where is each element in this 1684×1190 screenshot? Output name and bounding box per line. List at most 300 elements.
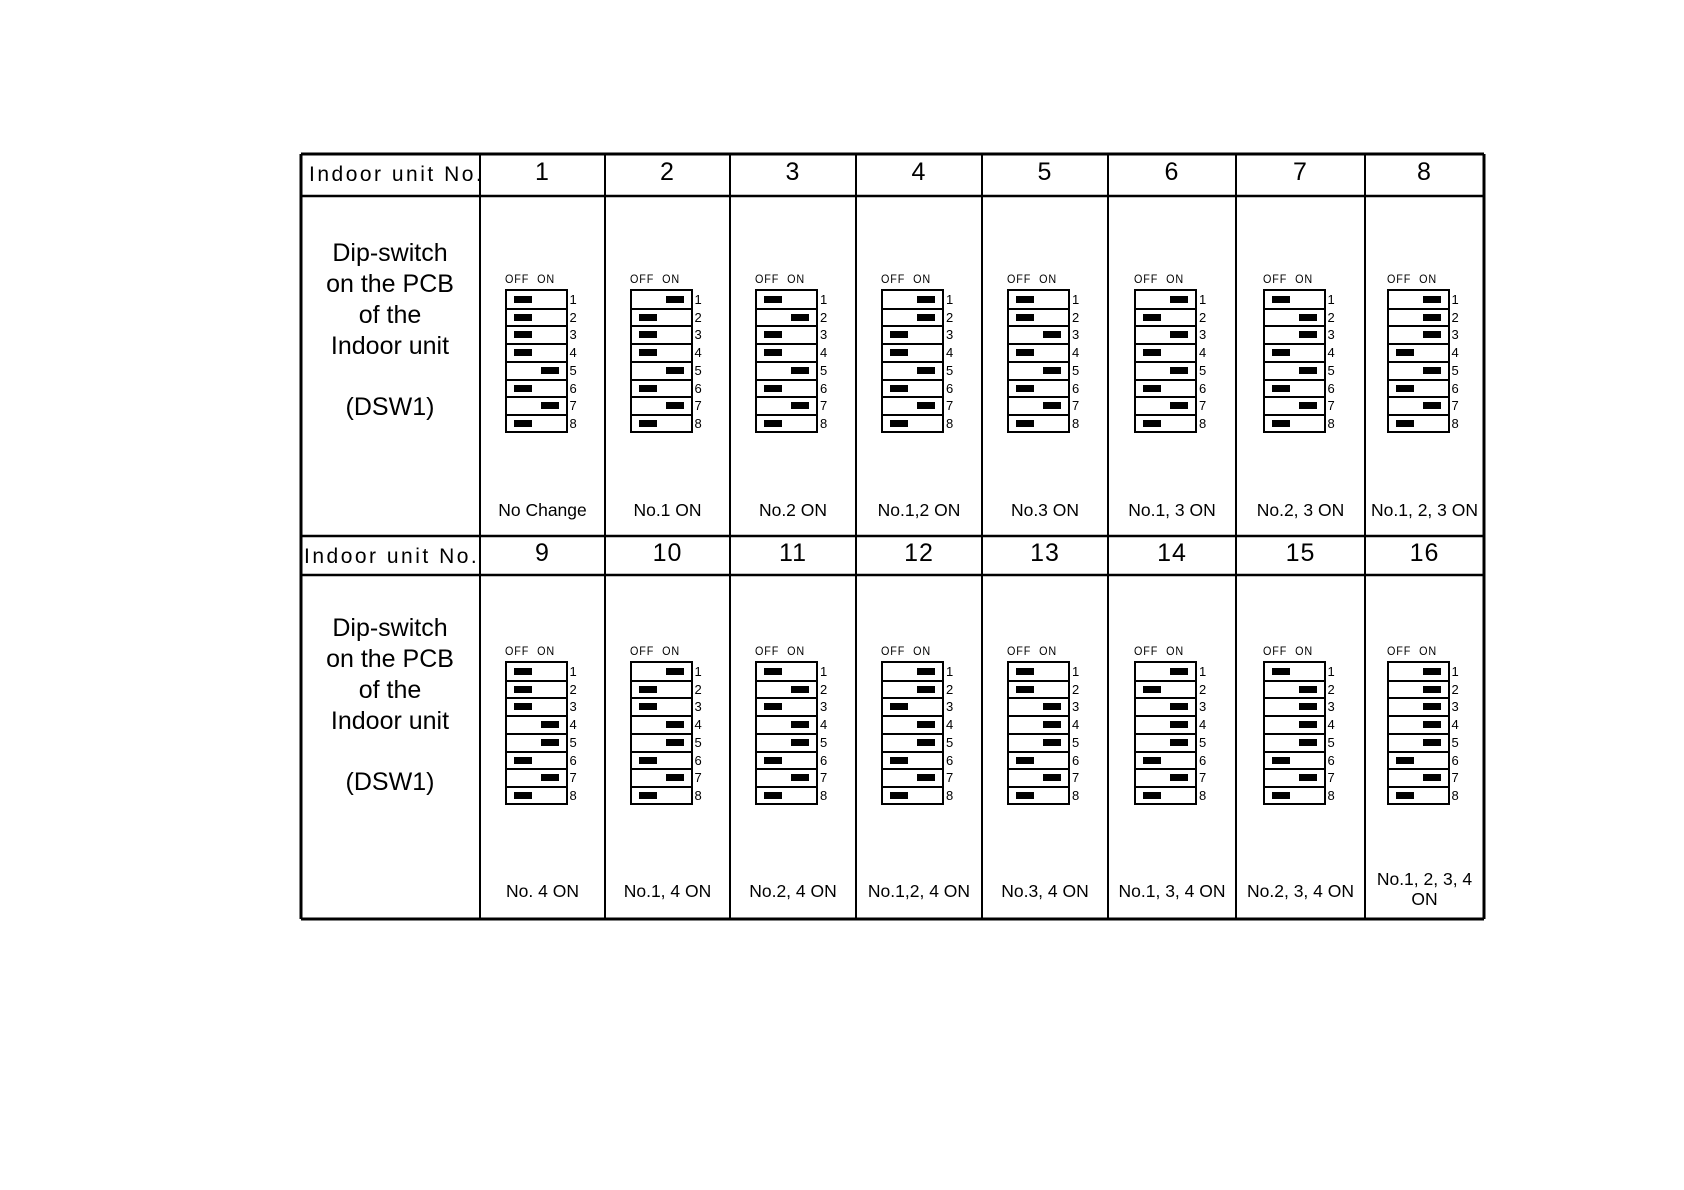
- switch-number: 5: [1199, 362, 1207, 378]
- switch-number: 4: [946, 717, 954, 733]
- switch-slot: [1009, 397, 1068, 415]
- switch-slot: [1389, 769, 1448, 787]
- switch-knob-off: [1016, 757, 1034, 764]
- switch-slot: [507, 769, 566, 787]
- switch-number: 8: [569, 787, 577, 803]
- switch-number: 2: [1199, 309, 1207, 325]
- switch-slot: [1136, 681, 1195, 699]
- switch-slot: [1389, 344, 1448, 362]
- switch-number: 1: [569, 292, 577, 307]
- switch-number: 2: [946, 681, 954, 697]
- switch-number: 7: [694, 770, 702, 786]
- switch-slot: [1136, 663, 1195, 681]
- switch-slot: [883, 716, 942, 734]
- switch-number: 6: [1451, 752, 1459, 768]
- switch-slot: [1136, 734, 1195, 752]
- switch-slot: [1265, 681, 1324, 699]
- switch-slot: [1136, 362, 1195, 380]
- switch-number: 6: [946, 380, 954, 396]
- switch-slot: [1389, 787, 1448, 805]
- switch-knob-on: [791, 367, 809, 374]
- switch-number: 3: [1451, 699, 1459, 715]
- switch-knob-on: [917, 296, 935, 303]
- switch-number: 7: [820, 398, 828, 414]
- switch-slot: [757, 291, 816, 309]
- switch-slot: [883, 734, 942, 752]
- switch-knob-on: [1170, 367, 1188, 374]
- switch-knob-off: [890, 420, 908, 427]
- switch-slot: [1136, 397, 1195, 415]
- switch-number: 7: [1199, 398, 1207, 414]
- switch-knob-off: [764, 792, 782, 799]
- switch-knob-on: [1423, 296, 1441, 303]
- switch-number: 3: [946, 327, 954, 343]
- switch-knob-on: [1423, 703, 1441, 710]
- off-on-label: OFF ON: [629, 272, 680, 286]
- switch-slot: [507, 681, 566, 699]
- switch-knob-on: [1423, 739, 1441, 746]
- switch-knob-off: [890, 331, 908, 338]
- switch-number: 8: [569, 415, 577, 431]
- switch-knob-on: [1299, 721, 1317, 728]
- switch-number: 7: [1451, 770, 1459, 786]
- switch-slot: [632, 362, 691, 380]
- switch-slot: [1265, 397, 1324, 415]
- switch-knob-on: [541, 367, 559, 374]
- switch-knob-off: [514, 331, 532, 338]
- unit-number: 1: [535, 158, 550, 186]
- switch-slot: [757, 752, 816, 770]
- switch-slot: [1389, 326, 1448, 344]
- switch-slot: [632, 752, 691, 770]
- off-on-label: OFF ON: [755, 644, 806, 658]
- dip-switch: [630, 272, 720, 440]
- switch-number: 1: [1327, 292, 1335, 307]
- switch-number: 2: [694, 309, 702, 325]
- switch-knob-off: [764, 757, 782, 764]
- unit-caption: No.3, 4 ON: [1001, 881, 1089, 901]
- switch-number: 5: [694, 734, 702, 750]
- switch-number: 6: [694, 380, 702, 396]
- unit-caption: No. 4 ON: [506, 881, 579, 901]
- switch-knob-on: [791, 721, 809, 728]
- switch-slot: [1136, 291, 1195, 309]
- switch-knob-off: [514, 703, 532, 710]
- switch-slot: [1009, 362, 1068, 380]
- switch-knob-on: [1299, 703, 1317, 710]
- switch-knob-off: [1016, 296, 1034, 303]
- switch-number: 3: [1327, 699, 1335, 715]
- switch-number: 1: [1072, 292, 1080, 307]
- switch-slot: [1265, 752, 1324, 770]
- switch-slot: [632, 681, 691, 699]
- switch-slot: [1009, 380, 1068, 398]
- switch-number: 8: [694, 787, 702, 803]
- switch-number: 5: [946, 362, 954, 378]
- switch-knob-on: [1043, 774, 1061, 781]
- switch-slot: [507, 291, 566, 309]
- switch-slot: [1009, 698, 1068, 716]
- switch-slot: [1136, 787, 1195, 805]
- switch-knob-on: [917, 314, 935, 321]
- switch-knob-on: [791, 774, 809, 781]
- switch-knob-off: [514, 296, 532, 303]
- switch-slot: [507, 787, 566, 805]
- switch-slot: [507, 415, 566, 433]
- switch-knob-on: [541, 402, 559, 409]
- switch-knob-off: [514, 792, 532, 799]
- switch-slot: [632, 415, 691, 433]
- off-on-label: OFF ON: [1007, 644, 1058, 658]
- switch-knob-on: [1170, 721, 1188, 728]
- switch-knob-off: [1143, 314, 1161, 321]
- dip-switch: [1263, 272, 1353, 440]
- dip-switch: [755, 644, 845, 812]
- switch-slot: [1389, 362, 1448, 380]
- switch-slot: [883, 681, 942, 699]
- switch-knob-on: [917, 668, 935, 675]
- switch-knob-off: [1143, 757, 1161, 764]
- row-title-line: (DSW1): [345, 768, 435, 796]
- row-title-line: Indoor unit: [330, 707, 450, 735]
- switch-number: 5: [946, 734, 954, 750]
- switch-slot: [1265, 663, 1324, 681]
- switch-slot: [1136, 716, 1195, 734]
- switch-slot: [1009, 326, 1068, 344]
- switch-slot: [757, 362, 816, 380]
- switch-number: 7: [1327, 398, 1335, 414]
- switch-slot: [507, 698, 566, 716]
- switch-housing: [755, 289, 818, 433]
- switch-housing: [881, 289, 944, 433]
- switch-knob-off: [639, 349, 657, 356]
- switch-slot: [507, 326, 566, 344]
- switch-slot: [1136, 309, 1195, 327]
- switch-knob-off: [639, 314, 657, 321]
- switch-number: 6: [1199, 752, 1207, 768]
- switch-knob-off: [514, 668, 532, 675]
- switch-housing: [1263, 661, 1326, 805]
- switch-knob-off: [1016, 385, 1034, 392]
- switch-slot: [883, 309, 942, 327]
- switch-slot: [1389, 752, 1448, 770]
- unit-caption: No.1, 3 ON: [1128, 500, 1216, 520]
- switch-knob-off: [639, 757, 657, 764]
- switch-knob-off: [1016, 349, 1034, 356]
- switch-slot: [1009, 681, 1068, 699]
- switch-slot: [1389, 716, 1448, 734]
- switch-housing: [755, 661, 818, 805]
- switch-knob-off: [1272, 349, 1290, 356]
- switch-slot: [757, 787, 816, 805]
- off-on-label: OFF ON: [881, 272, 932, 286]
- switch-number: 6: [1072, 752, 1080, 768]
- switch-slot: [883, 291, 942, 309]
- switch-knob-on: [1299, 686, 1317, 693]
- switch-number: 1: [569, 664, 577, 679]
- switch-number: 7: [1199, 770, 1207, 786]
- header-label-top: Indoor unit No.: [309, 163, 485, 186]
- switch-number: 5: [1327, 362, 1335, 378]
- switch-slot: [632, 291, 691, 309]
- dip-switch: [881, 644, 971, 812]
- switch-number: 3: [820, 327, 828, 343]
- switch-number: 3: [946, 699, 954, 715]
- switch-knob-off: [1016, 668, 1034, 675]
- switch-slot: [1136, 752, 1195, 770]
- switch-knob-on: [917, 739, 935, 746]
- switch-knob-off: [1143, 349, 1161, 356]
- row-title-line: on the PCB: [326, 645, 454, 673]
- unit-caption: No.1 ON: [633, 500, 702, 520]
- switch-knob-on: [1423, 774, 1441, 781]
- switch-number: 4: [694, 717, 702, 733]
- switch-knob-on: [541, 739, 559, 746]
- switch-slot: [883, 344, 942, 362]
- switch-knob-on: [1423, 367, 1441, 374]
- switch-slot: [1136, 380, 1195, 398]
- switch-number: 4: [1199, 345, 1207, 361]
- unit-number: 9: [535, 539, 550, 567]
- switch-housing: [1007, 289, 1070, 433]
- switch-number: 2: [1327, 681, 1335, 697]
- switch-slot: [1265, 716, 1324, 734]
- unit-number: 2: [660, 158, 675, 186]
- switch-knob-off: [1143, 420, 1161, 427]
- switch-knob-on: [1423, 721, 1441, 728]
- switch-number: 1: [1072, 664, 1080, 679]
- switch-number: 4: [1327, 345, 1335, 361]
- switch-number: 3: [694, 699, 702, 715]
- switch-number: 7: [1072, 770, 1080, 786]
- switch-knob-off: [639, 703, 657, 710]
- unit-number: 3: [785, 158, 801, 186]
- switch-knob-on: [541, 721, 559, 728]
- switch-slot: [1265, 326, 1324, 344]
- off-on-label: OFF ON: [629, 644, 680, 658]
- switch-slot: [1265, 380, 1324, 398]
- switch-number: 6: [569, 380, 577, 396]
- switch-knob-on: [666, 367, 684, 374]
- off-on-label: OFF ON: [1134, 644, 1185, 658]
- switch-slot: [757, 663, 816, 681]
- switch-slot: [757, 326, 816, 344]
- dip-switch: [1387, 644, 1477, 812]
- switch-number: 3: [569, 699, 577, 715]
- switch-knob-off: [764, 420, 782, 427]
- switch-knob-on: [1043, 367, 1061, 374]
- switch-slot: [757, 681, 816, 699]
- switch-number: 1: [946, 292, 954, 307]
- switch-knob-on: [1170, 703, 1188, 710]
- switch-number: 5: [1072, 734, 1080, 750]
- switch-number: 3: [1199, 699, 1207, 715]
- switch-number: 7: [569, 770, 577, 786]
- off-on-label: OFF ON: [504, 272, 555, 286]
- switch-number: 1: [946, 664, 954, 679]
- switch-slot: [507, 380, 566, 398]
- switch-slot: [1009, 752, 1068, 770]
- switch-knob-on: [1170, 774, 1188, 781]
- switch-knob-on: [1299, 331, 1317, 338]
- switch-slot: [507, 362, 566, 380]
- switch-number: 5: [1072, 362, 1080, 378]
- switch-knob-on: [1043, 331, 1061, 338]
- row-title-line: on the PCB: [326, 270, 454, 298]
- switch-knob-off: [1396, 757, 1414, 764]
- switch-number: 5: [1451, 734, 1459, 750]
- switch-slot: [632, 326, 691, 344]
- switch-number: 4: [694, 345, 702, 361]
- switch-housing: [630, 661, 693, 805]
- switch-knob-off: [639, 331, 657, 338]
- switch-knob-on: [666, 402, 684, 409]
- off-on-label: OFF ON: [1386, 272, 1437, 286]
- switch-number: 6: [820, 752, 828, 768]
- switch-slot: [632, 397, 691, 415]
- switch-housing: [881, 661, 944, 805]
- switch-number: 8: [820, 787, 828, 803]
- unit-caption: No.2, 3, 4 ON: [1247, 881, 1354, 901]
- switch-knob-off: [1272, 296, 1290, 303]
- switch-number: 4: [569, 345, 577, 361]
- unit-number: 16: [1409, 539, 1440, 567]
- switch-slot: [1136, 769, 1195, 787]
- switch-housing: [1387, 661, 1450, 805]
- switch-knob-off: [890, 703, 908, 710]
- unit-number: 6: [1164, 158, 1180, 186]
- switch-slot: [1389, 681, 1448, 699]
- unit-number: 13: [1030, 539, 1060, 567]
- switch-number: 4: [1072, 345, 1080, 361]
- switch-slot: [757, 769, 816, 787]
- switch-slot: [1265, 415, 1324, 433]
- switch-number: 7: [1327, 770, 1335, 786]
- switch-number: 2: [1451, 309, 1459, 325]
- unit-number: 12: [904, 539, 934, 567]
- unit-number: 10: [652, 539, 683, 567]
- switch-number: 2: [1199, 681, 1207, 697]
- unit-caption: No.1, 2, 3 ON: [1371, 500, 1478, 520]
- switch-knob-on: [791, 686, 809, 693]
- switch-number: 1: [1199, 664, 1207, 679]
- switch-number: 5: [1199, 734, 1207, 750]
- dip-switch: [1263, 644, 1353, 812]
- switch-number: 2: [1327, 309, 1335, 325]
- switch-knob-off: [1143, 686, 1161, 693]
- switch-knob-off: [514, 757, 532, 764]
- switch-number: 4: [820, 345, 828, 361]
- switch-number: 3: [1451, 327, 1459, 343]
- dip-switch: [1007, 272, 1097, 440]
- switch-number: 7: [694, 398, 702, 414]
- switch-number: 6: [1072, 380, 1080, 396]
- unit-caption: No.3 ON: [1010, 500, 1080, 520]
- unit-caption: No Change: [498, 500, 587, 520]
- switch-slot: [757, 380, 816, 398]
- unit-number: 4: [911, 158, 927, 186]
- switch-knob-on: [917, 721, 935, 728]
- switch-number: 5: [820, 734, 828, 750]
- switch-number: 2: [694, 681, 702, 697]
- switch-slot: [1265, 344, 1324, 362]
- switch-knob-off: [514, 314, 532, 321]
- switch-number: 7: [1072, 398, 1080, 414]
- switch-slot: [883, 698, 942, 716]
- switch-slot: [757, 344, 816, 362]
- switch-knob-on: [1170, 668, 1188, 675]
- switch-knob-on: [917, 367, 935, 374]
- switch-slot: [1389, 380, 1448, 398]
- switch-number: 3: [694, 327, 702, 343]
- switch-slot: [883, 362, 942, 380]
- switch-number: 2: [820, 309, 828, 325]
- off-on-label: OFF ON: [881, 644, 932, 658]
- unit-caption: No.1,2, 4 ON: [867, 881, 971, 901]
- switch-housing: [1387, 289, 1450, 433]
- switch-knob-off: [890, 349, 908, 356]
- switch-knob-on: [1170, 331, 1188, 338]
- switch-knob-off: [1016, 314, 1034, 321]
- row-title-top: [301, 238, 479, 423]
- switch-slot: [883, 397, 942, 415]
- switch-number: 6: [1451, 380, 1459, 396]
- switch-number: 8: [1451, 787, 1459, 803]
- dip-switch: [1134, 644, 1224, 812]
- switch-slot: [1265, 734, 1324, 752]
- switch-slot: [1389, 734, 1448, 752]
- switch-number: 3: [569, 327, 577, 343]
- switch-knob-on: [917, 402, 935, 409]
- switch-knob-on: [1043, 739, 1061, 746]
- switch-number: 5: [569, 734, 577, 750]
- switch-knob-off: [764, 703, 782, 710]
- switch-slot: [632, 769, 691, 787]
- switch-knob-on: [1043, 703, 1061, 710]
- dip-switch: [630, 644, 720, 812]
- switch-slot: [883, 769, 942, 787]
- switch-knob-off: [514, 349, 532, 356]
- switch-knob-off: [639, 420, 657, 427]
- dip-switch: [1387, 272, 1477, 440]
- switch-slot: [632, 309, 691, 327]
- switch-slot: [1009, 309, 1068, 327]
- switch-number: 3: [1072, 327, 1080, 343]
- switch-number: 6: [946, 752, 954, 768]
- switch-slot: [757, 397, 816, 415]
- switch-number: 5: [569, 362, 577, 378]
- off-on-label: OFF ON: [1262, 272, 1313, 286]
- switch-number: 3: [1072, 699, 1080, 715]
- switch-knob-off: [1272, 757, 1290, 764]
- switch-knob-on: [666, 774, 684, 781]
- dip-switch: [881, 272, 971, 440]
- switch-slot: [507, 344, 566, 362]
- switch-number: 2: [569, 309, 577, 325]
- switch-slot: [632, 716, 691, 734]
- switch-knob-on: [1299, 774, 1317, 781]
- switch-number: 8: [1327, 415, 1335, 431]
- switch-knob-on: [1043, 721, 1061, 728]
- switch-slot: [1389, 397, 1448, 415]
- switch-slot: [1009, 716, 1068, 734]
- switch-number: 2: [1072, 309, 1080, 325]
- switch-slot: [632, 734, 691, 752]
- dip-switch: [505, 644, 595, 812]
- switch-slot: [507, 663, 566, 681]
- switch-number: 8: [946, 787, 954, 803]
- switch-number: 3: [1199, 327, 1207, 343]
